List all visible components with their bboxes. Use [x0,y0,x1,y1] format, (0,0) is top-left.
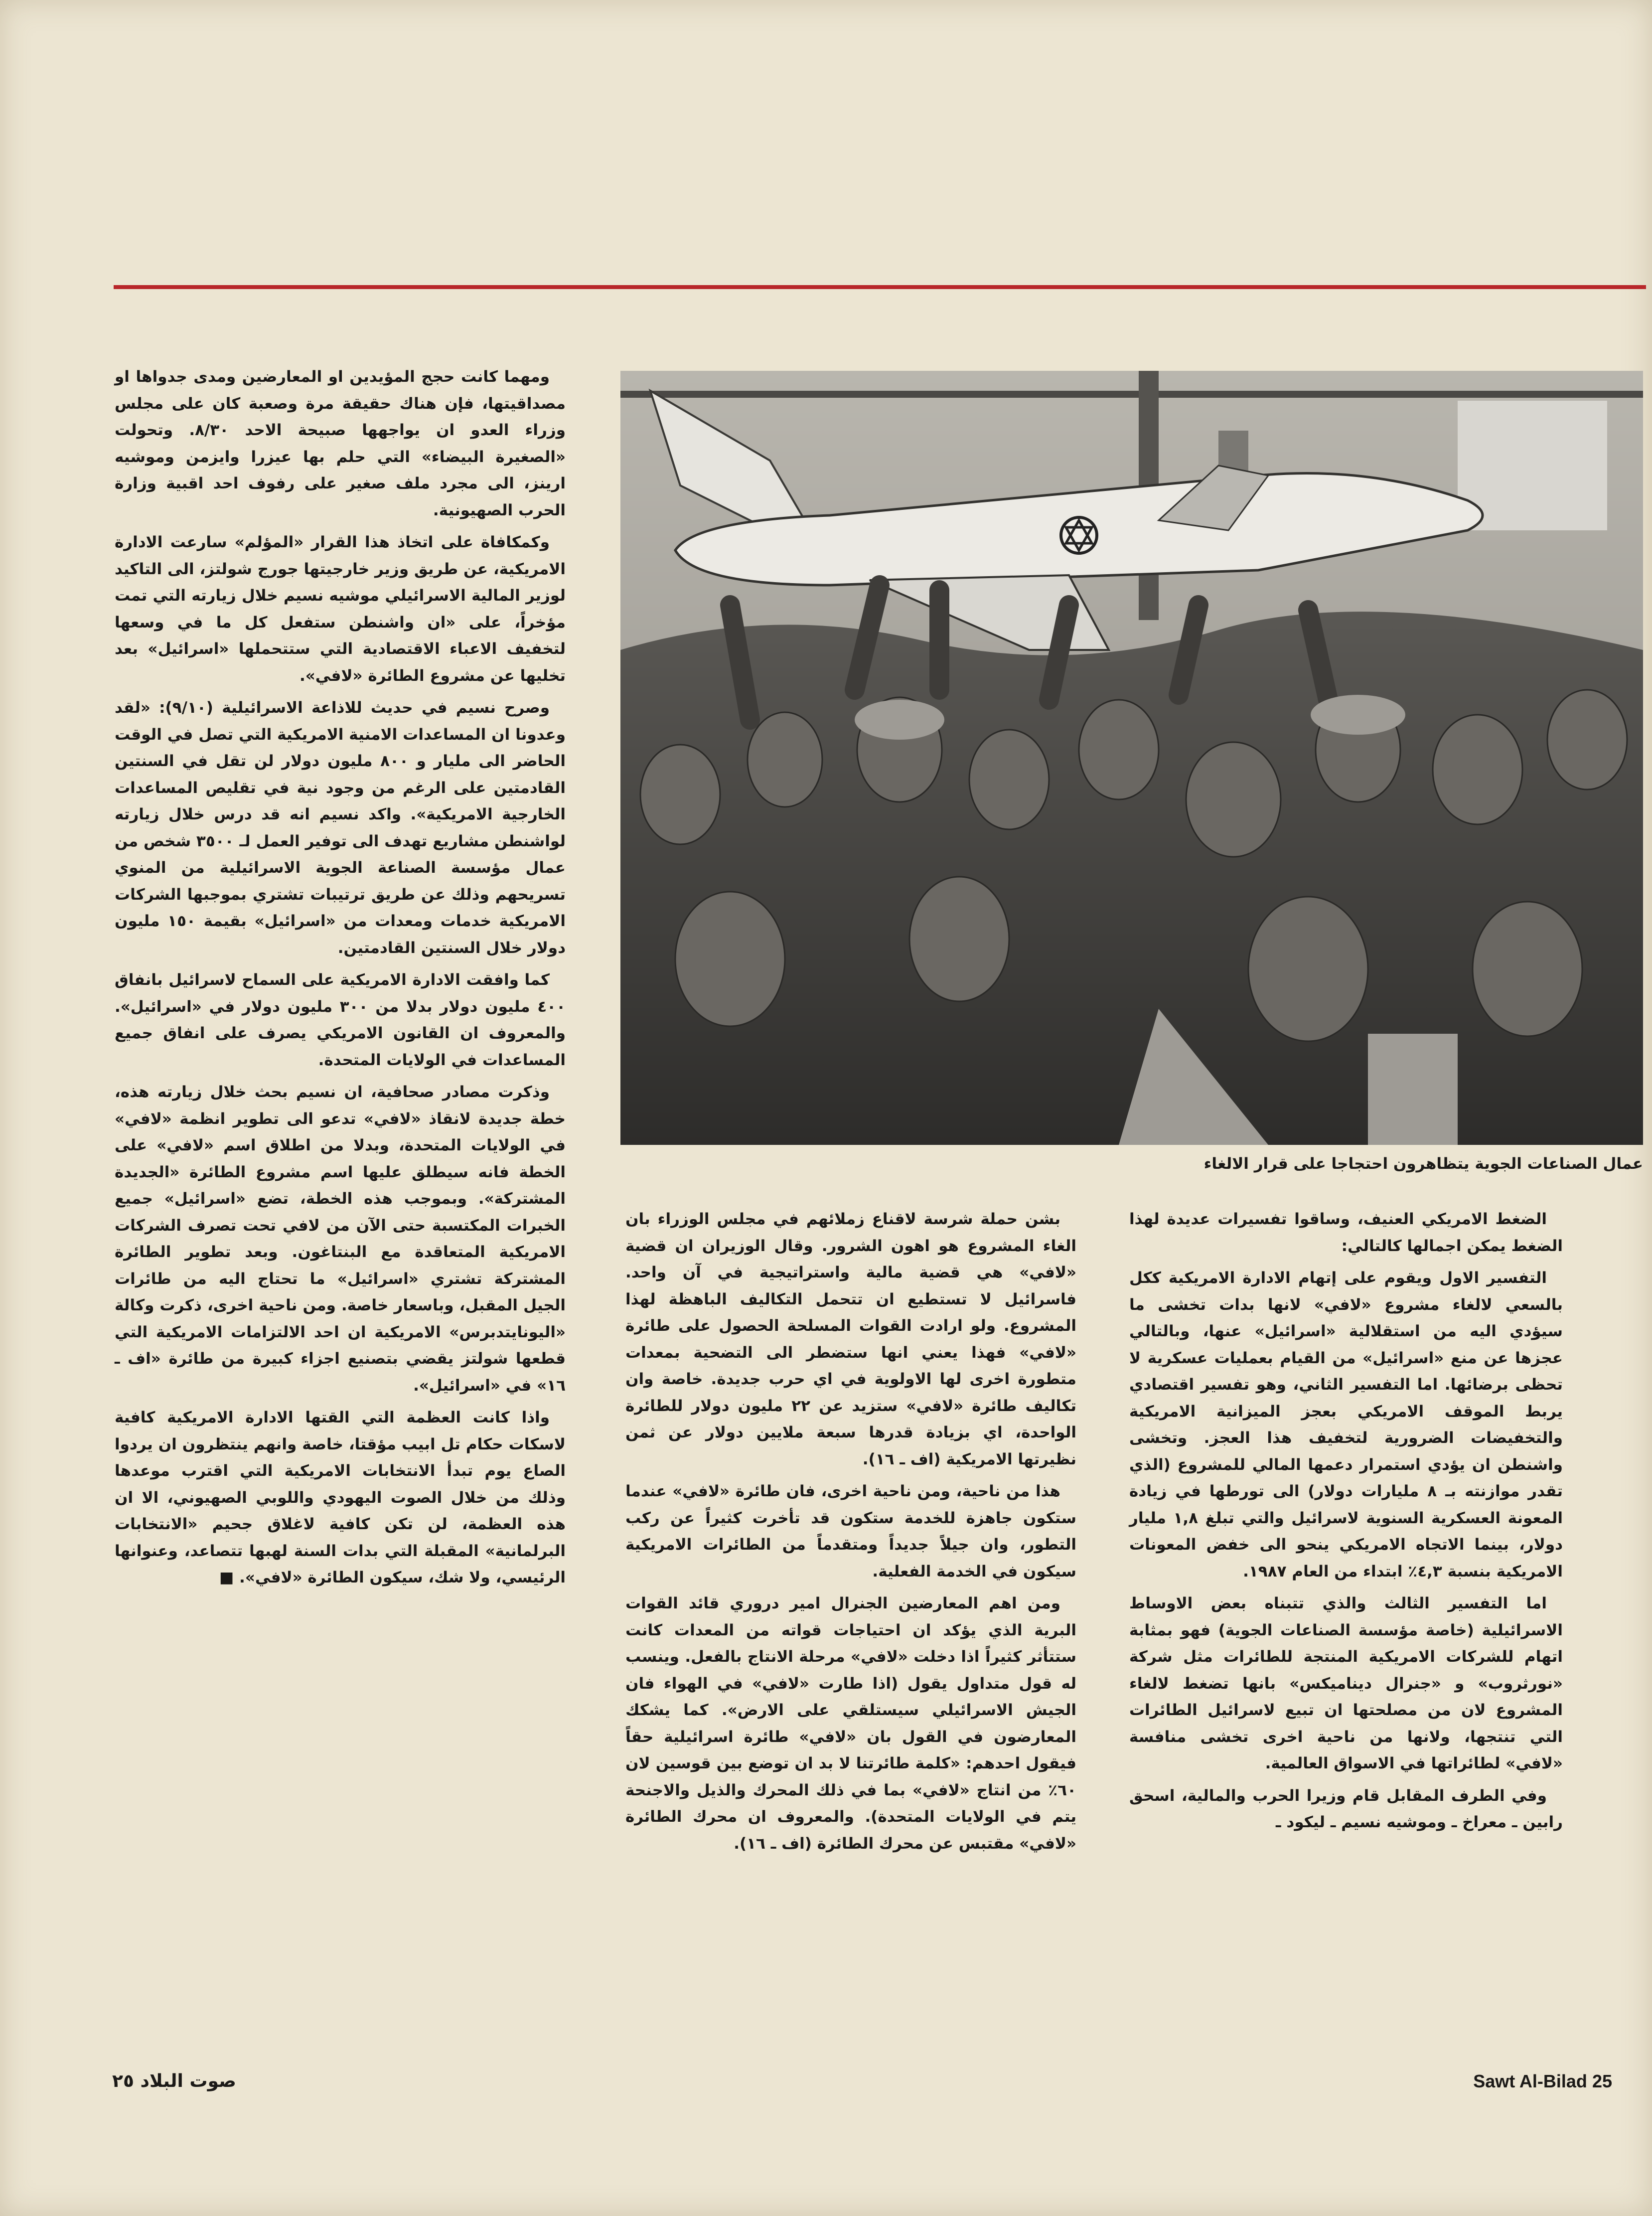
paragraph: كما وافقت الادارة الامريكية على السماح لاسرائيل بانفاق ٤٠٠ مليون دولار بدلا من ٣٠٠ مليون دولار في «اسرائيل». والمعروف ان القانون الامريكي يصرف على انفاق جميع المساعدات في الولايات المتحدة. [115,971,566,1069]
article-column-right [1129,1206,1563,2024]
paragraph: وفي الطرف المقابل قام وزيرا الحرب والمالية، اسحق رابين ـ معراخ ـ وموشيه نسيم ـ ليكود ـ [1129,1786,1563,1831]
page-number-arabic: ٢٥ [112,2071,134,2091]
paragraph: اما التفسير الثالث والذي تتبناه بعض الاوساط الاسرائيلية (خاصة مؤسسة الصناعات الجوية) فهو بمثابة اتهام للشركات الامريكية المنتجة للطائرات مثل شركة «نورثروب» و «جنرال ديناميكس» بانها تضغط لالغاء المشروع لان من مصلحتها ان تبيع لاسرائيل الطائرات التي تنتجها، ولانها من ناحية اخرى تخشى منافسة «لافي» لطائراتها في الاسواق العالمية. [1129,1594,1563,1772]
footer-page-latin [1473,2066,1612,2096]
paragraph: وذكرت مصادر صحافية، ان نسيم بحث خلال زيارته هذه، خطة جديدة لانقاذ «لافي» تدعو الى تطوير انظمة «لافي» في الولايات المتحدة، وبدلا من اطلاق اسم «لافي» على الخطة فانه سيطلق عليها اسم مشروع الطائرة «الجديدة المشتركة». وبموجب هذه الخطة، تضع «اسرائيل» جميع الخبرات المكتسبة حتى الآن من لافي تحت تصرف الشركات الامريكية المتعاقدة مع البنتاغون. وبعد تطوير الطائرة المشتركة تشتري «اسرائيل» ما تحتاج اليه من طائرات الجيل المقبل، وباسعار خاصة. ومن ناحية اخرى، ذكرت وكالة «اليونايتدبرس» الامريكية ان احد الالتزامات الامريكية التي قطعها شولتز يقضي بتصنيع اجزاء كبيرة من طائرة «اف ـ ١٦» في «اسرائيل». [115,1083,566,1395]
page-number-latin: 25 [1592,2071,1612,2091]
protest-photo [620,371,1643,1145]
paragraph: ومن اهم المعارضين الجنرال امير دروري قائد القوات البرية الذي يؤكد ان احتياجات قواته من المعدات كانت ستتأثر كثيراً اذا دخلت «لافي» مرحلة الانتاج بالفعل. وينسب له قول متداول يقول (اذا طارت «لافي» في الهواء فان الجيش الاسرائيلي سيستلقي على الارض». كما يشكك المعارضون في القول بان «لافي» طائرة اسرائيلية حقاً فيقول احدهم: «كلمة طائرتنا لا بد ان توضع بين قوسين لان ٦٠٪ من انتاج «لافي» بما في ذلك المحرك والذيل والاجنحة يتم في الولايات المتحدة). والمعروف ان محرك الطائرة «لافي» مقتبس عن محرك الطائرة (اف ـ ١٦). [625,1594,1076,1853]
paragraph: بشن حملة شرسة لاقناع زملائهم في مجلس الوزراء بان الغاء المشروع هو اهون الشرور. وقال الوزيران ان قضية «لافي» هي قضية مالية واستراتيجية في آن واحد. فاسرائيل لا تستطيع ان تتحمل التكاليف الباهظة لهذا المشروع. ولو ارادت القوات المسلحة الحصول على طائرة «لافي» فهذا يعني انها ستضطر الى التضحية بمعدات متطورة اخرى لها الاولوية في اي حرب جديدة. خاصة وان تكاليف طائرة «لافي» ستزيد عن ٢٢ مليون دولار للطائرة الواحدة، اي بزيادة قدرها سبعة ملايين دولار عن ثمن نظيرتها الامريكية (اف ـ ١٦). [625,1210,1076,1468]
paragraph: ومهما كانت حجج المؤيدين او المعارضين ومدى جدواها او مصداقيتها، فإن هناك حقيقة مرة وصعبة كان على مجلس وزراء العدو ان يواجهها صبيحة الاحد ٨/٣٠. وتحولت «الصغيرة البيضاء» التي حلم بها عيزرا وايزمن وموشيه ارينز، الى مجرد ملف صغير على رفوف احد اقبية وزارة الحرب الصهيونية. [115,368,566,519]
article-column-middle [625,1206,1076,2024]
magazine-name-latin: Sawt Al-Bilad [1473,2071,1587,2091]
top-red-rule [114,285,1646,289]
article-column-left [115,364,566,2024]
paragraph: وصرح نسيم في حديث للاذاعة الاسرائيلية (٩/١٠): «لقد وعدونا ان المساعدات الامنية الامريكية التي تصل في الوقت الحاضر الى مليار و ٨٠٠ مليون دولار لن تقل في السنتين القادمتين على الرغم من وجود نية في تقليص المساعدات الخارجية الامريكية». واكد نسيم انه قد درس خلال زيارته لواشنطن مشاريع تهدف الى توفير العمل لـ ٣٥٠٠ شخص من عمال مؤسسة الصناعة الجوية الاسرائيلية من المنوي تسريحهم وذلك عن طريق ترتيبات تشتري بموجبها الشركات الامريكية خدمات ومعدات من «اسرائيل» بقيمة ١٥٠ مليون دولار خلال السنتين القادمتين. [115,699,566,957]
paragraph: وكمكافاة على اتخاذ هذا القرار «المؤلم» سارعت الادارة الامريكية، عن طريق وزير خارجيتها جورج شولتز، الى التاكيد لوزير المالية الاسرائيلي موشيه نسيم خلال زيارته التي تمت مؤخراً، على «ان واشنطن ستفعل كل ما في وسعها لتخفيف الاعباء الاقتصادية التي ستتحملها «اسرائيل» بعد تخليها عن مشروع الطائرة «لافي». [115,533,566,685]
paragraph: هذا من ناحية، ومن ناحية اخرى، فان طائرة «لافي» عندما ستكون جاهزة للخدمة ستكون قد تأخرت كثيراً عن ركب التطور، وان جيلاً جديداً ومتقدماً من الطائرات الامريكية سيكون في الخدمة الفعلية. [625,1482,1076,1581]
photo-caption: عمال الصناعات الجوية يتظاهرون احتجاجا على قرار الالغاء [1203,1155,1643,1173]
paragraph: الضغط الامريكي العنيف، وساقوا تفسيرات عديدة لهذا الضغط يمكن اجمالها كالتالي: [1129,1210,1563,1255]
magazine-name-arabic: صوت البلاد [140,2071,236,2091]
paragraph: التفسير الاول ويقوم على إتهام الادارة الامريكية ككل بالسعي لالغاء مشروع «لافي» لانها بدات تخشى ما سيؤدي اليه من استقلالية «اسرائيل» عنها، وبالتالي عجزها عن منع «اسرائيل» من القيام بعمليات عسكرية لا تحظى برضائها. اما التفسير الثاني، وهو تفسير اقتصادي يربط الموقف الامريكي بعجز الميزانية الامريكية والتخفيضات الضرورية لتخفيف هذا العجز. وتخشى واشنطن ان يؤدي استمرار دعمها المالي للمشروع (الذي تقدر موازنته بـ ٨ مليارات دولار) الى تورطها في زيادة المعونة العسكرية السنوية لاسرائيل والتي تبلغ ١,٨ مليار دولار، بينما الاتجاه الامريكي ينحو الى خفض المعونات الامريكية بنسبة ٤,٣٪ ابتداء من العام ١٩٨٧. [1129,1269,1563,1581]
paragraph: واذا كانت العظمة التي القتها الادارة الامريكية كافية لاسكات حكام تل ابيب مؤقتا، خاصة وانهم ينتظرون ان يردوا الصاع يوم تبدأ الانتخابات الامريكية التي اقترب موعدها وذلك من خلال الصوت اليهودي واللوبي الصهيوني، الا ان هذه العظمة، لن تكن كافية لاغلاق جحيم «الانتخابات البرلمانية» المقبلة التي بدات السنة لهبها تتصاعد، وعنوانها الرئيسي، ولا شك، سيكون الطائرة «لافي». ■ [115,1409,566,1586]
footer-page-arabic [112,2066,236,2096]
